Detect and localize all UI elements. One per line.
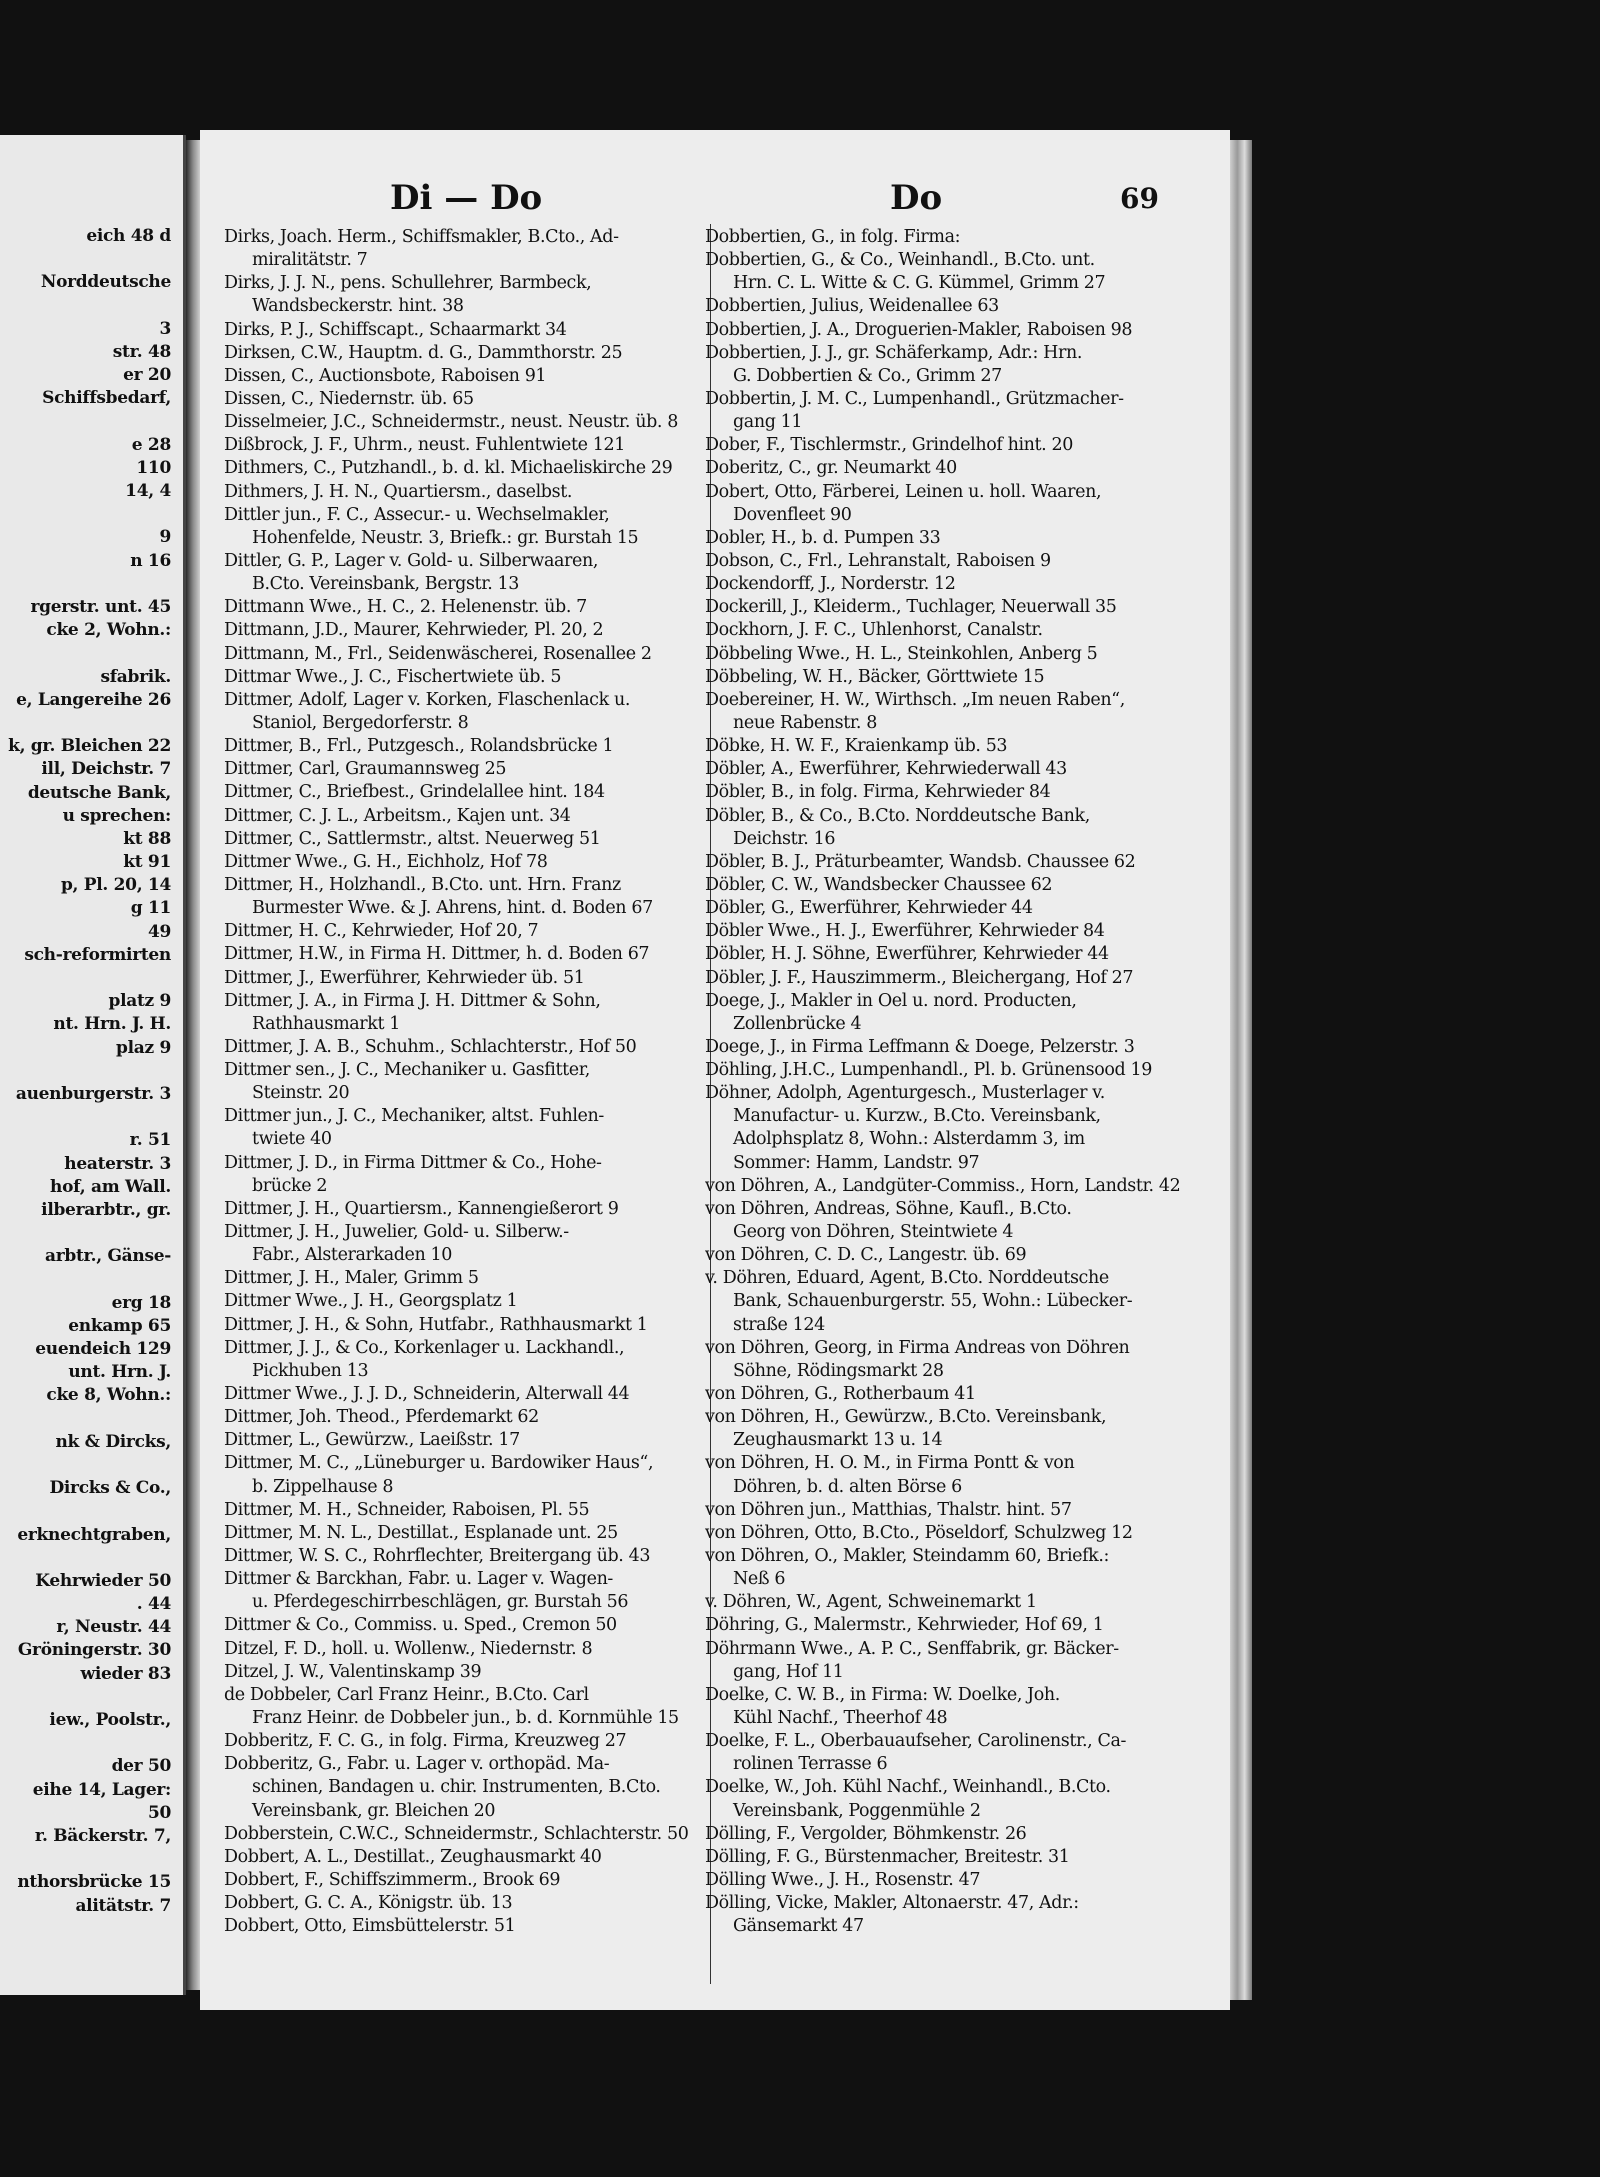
left-page-line: enkamp 65 [68, 1315, 171, 1336]
left-page-line: erknechtgraben, [17, 1524, 171, 1545]
directory-entry-line: Doelke, W., Joh. Kühl Nachf., Weinhandl., B.Cto. [705, 1777, 1111, 1798]
directory-entry-line: Dölling, Vicke, Makler, Altonaerstr. 47, Adr.: [705, 1893, 1079, 1914]
left-page-line [0, 712, 183, 735]
directory-entry-line: von Döhren, G., Rotherbaum 41 [705, 1384, 976, 1405]
left-page-line: wieder 83 [80, 1663, 171, 1684]
left-page-line: r, Neustr. 44 [56, 1617, 171, 1638]
directory-entry-line: Dittmer, J. A. B., Schuhm., Schlachterstr., Hof 50 [224, 1036, 637, 1057]
left-page-line: er 20 [123, 365, 171, 386]
left-page-line [0, 1268, 183, 1291]
directory-entry-line: Dittmer, J. H., Juwelier, Gold- u. Silberw.- [224, 1222, 569, 1243]
directory-entry-line: Dittmer, H., Holzhandl., B.Cto. unt. Hrn. Franz [224, 874, 621, 895]
left-page-line [0, 1454, 183, 1477]
directory-entry-line: twiete 40 [252, 1129, 332, 1150]
directory-entry-line: schinen, Bandagen u. chir. Instrumenten, B.Cto. [252, 1777, 661, 1798]
directory-entry-line: Georg von Döhren, Steintwiete 4 [733, 1222, 1014, 1243]
directory-entry-line: Dobbertin, J. M. C., Lumpenhandl., Grützmacher- [705, 388, 1124, 409]
left-page-line: . 44 [136, 1594, 171, 1615]
directory-entry-line: Burmester Wwe. & J. Ahrens, hint. d. Boden 67 [252, 898, 653, 919]
left-page-line [0, 1547, 183, 1570]
directory-entry-line: rolinen Terrasse 6 [733, 1754, 888, 1775]
directory-entry-line: Adolphsplatz 8, Wohn.: Alsterdamm 3, im [733, 1129, 1085, 1150]
directory-entry-line: Dittmer, J. A., in Firma J. H. Dittmer & Sohn, [224, 990, 601, 1011]
directory-entry-line: Döbler, H. J. Söhne, Ewerführer, Kehrwieder 44 [705, 944, 1109, 965]
directory-entry-line: gang, Hof 11 [733, 1661, 844, 1682]
directory-entry-line: Ditzel, F. D., holl. u. Wollenw., Niedernstr. 8 [224, 1638, 593, 1659]
left-page-line: der 50 [111, 1756, 171, 1777]
left-page-line: hof, am Wall. [50, 1176, 171, 1197]
directory-entry-line: Dockendorff, J., Norderstr. 12 [705, 574, 956, 595]
left-page-line: Schiffsbedarf, [42, 388, 171, 409]
directory-entry-line: Zollenbrücke 4 [733, 1013, 862, 1034]
directory-entry-line: von Döhren, Georg, in Firma Andreas von Döhren [705, 1337, 1130, 1358]
directory-entry-line: Dobbertien, Julius, Weidenallee 63 [705, 296, 999, 317]
directory-entry-line: von Döhren, Andreas, Söhne, Kaufl., B.Cto. [705, 1198, 1072, 1219]
directory-entry-line: neue Rabenstr. 8 [733, 712, 877, 733]
directory-entry-line: Deichstr. 16 [733, 828, 836, 849]
directory-entry-line: Vereinsbank, gr. Bleichen 20 [252, 1800, 496, 1821]
directory-entry-line: Sommer: Hamm, Landstr. 97 [733, 1152, 980, 1173]
directory-entry-line: Doege, J., Makler in Oel u. nord. Producten, [705, 990, 1077, 1011]
directory-entry-line: Döbler, B., in folg. Firma, Kehrwieder 84 [705, 782, 1051, 803]
directory-entry-line: Dittmann, M., Frl., Seidenwäscherei, Rosenallee 2 [224, 643, 652, 664]
directory-entry-line: Döhner, Adolph, Agenturgesch., Musterlager v. [705, 1083, 1105, 1104]
left-page-line [0, 1500, 183, 1523]
directory-entry-line: Dittmer, B., Frl., Putzgesch., Rolandsbrücke 1 [224, 736, 614, 757]
directory-entry-line: Döbbeling Wwe., H. L., Steinkohlen, Anberg 5 [705, 643, 1098, 664]
directory-entry-line: Dobbert, Otto, Eimsbüttelerstr. 51 [224, 1916, 516, 1937]
directory-entry-line: Dittmer, C., Briefbest., Grindelallee hint. 184 [224, 782, 605, 803]
left-page-line [0, 1408, 183, 1431]
directory-page [200, 130, 1230, 2010]
directory-entry-line: Dobbertien, G., in folg. Firma: [705, 227, 961, 247]
left-facing-page [0, 135, 186, 1995]
left-page-line: auenburgerstr. 3 [15, 1083, 171, 1104]
directory-entry-line: Dittmer, M. C., „Lüneburger u. Bardowiker Haus“, [224, 1453, 654, 1474]
left-page-line: 110 [136, 457, 171, 478]
left-page-line: erg 18 [111, 1292, 171, 1313]
directory-entry-line: Döhling, J.H.C., Lumpenhandl., Pl. b. Grünensood 19 [705, 1060, 1152, 1081]
directory-entry-line: Dobbert, A. L., Destillat., Zeughausmarkt 40 [224, 1846, 602, 1867]
directory-entry-line: Dittmer, W. S. C., Rohrflechter, Breitergang üb. 43 [224, 1546, 651, 1567]
left-page-line [0, 1686, 183, 1709]
directory-entry-line: Dissen, C., Niedernstr. üb. 65 [224, 388, 474, 409]
directory-entry-line: Dobberitz, F. C. G., in folg. Firma, Kreuzweg 27 [224, 1731, 627, 1752]
directory-entry-line: Dittmer, J. D., in Firma Dittmer & Co., Hohe- [224, 1152, 602, 1173]
directory-column-1 [224, 226, 699, 1938]
directory-entry-line: Dölling Wwe., J. H., Rosenstr. 47 [705, 1869, 981, 1890]
directory-entry-line: Doberitz, C., gr. Neumarkt 40 [705, 458, 957, 479]
directory-entry-line: von Döhren, A., Landgüter-Commiss., Horn, Landstr. 42 [705, 1175, 1180, 1196]
directory-entry-line: miralitätstr. 7 [252, 250, 368, 271]
directory-entry-line: von Döhren, C. D. C., Langestr. üb. 69 [705, 1245, 1027, 1266]
directory-entry-line: v. Döhren, Eduard, Agent, B.Cto. Norddeutsche [705, 1268, 1109, 1289]
left-page-line: Gröningerstr. 30 [17, 1640, 171, 1661]
directory-entry-line: Vereinsbank, Poggenmühle 2 [733, 1800, 981, 1821]
directory-entry-line: Dittmar Wwe., J. C., Fischertwiete üb. 5 [224, 666, 562, 687]
directory-entry-line: Dobbert, F., Schiffszimmerm., Brook 69 [224, 1869, 561, 1890]
directory-entry-line: Dölling, F., Vergolder, Böhmkenstr. 26 [705, 1823, 1027, 1844]
directory-entry-line: Dobberstein, C.W.C., Schneidermstr., Schlachterstr. 50 [224, 1823, 689, 1844]
directory-entry-line: Dölling, F. G., Bürstenmacher, Breitestr. 31 [705, 1846, 1070, 1867]
directory-entry-line: von Döhren jun., Matthias, Thalstr. hint. 57 [705, 1499, 1072, 1520]
directory-entry-line: Döbbeling, W. H., Bäcker, Görttwiete 15 [705, 666, 1045, 687]
left-page-line [0, 642, 183, 665]
left-page-line: u sprechen: [62, 805, 171, 826]
directory-entry-line: Dittmer, H. C., Kehrwieder, Hof 20, 7 [224, 921, 539, 942]
directory-entry-line: von Döhren, H., Gewürzw., B.Cto. Vereinsbank, [705, 1407, 1107, 1428]
left-page-line: cke 8, Wohn.: [46, 1385, 171, 1406]
directory-entry-line: Doelke, C. W. B., in Firma: W. Doelke, Joh. [705, 1684, 1060, 1705]
directory-entry-line: Döhrmann Wwe., A. P. C., Senffabrik, gr. Bäcker- [705, 1638, 1119, 1659]
left-page-line [0, 1222, 183, 1245]
directory-entry-line: gang 11 [733, 412, 803, 433]
directory-entry-line: Dittmer jun., J. C., Mechaniker, altst. Fuhlen- [224, 1106, 604, 1127]
directory-entry-line: Dittmer, J. H., Maler, Grimm 5 [224, 1268, 479, 1289]
left-page-lines [0, 225, 183, 1918]
directory-entry-line: Zeughausmarkt 13 u. 14 [733, 1430, 943, 1451]
left-page-line: heaterstr. 3 [64, 1153, 171, 1174]
directory-column-2 [705, 226, 1180, 1938]
running-head-right: Do [890, 178, 943, 218]
left-page-line [0, 411, 183, 434]
directory-entry-line: Dißbrock, J. F., Uhrm., neust. Fuhlentwiete 121 [224, 435, 625, 456]
directory-entry-line: Gänsemarkt 47 [733, 1916, 864, 1937]
left-page-line: arbtr., Gänse- [45, 1246, 171, 1267]
directory-entry-line: Hohenfelde, Neustr. 3, Briefk.: gr. Burstah 15 [252, 527, 639, 548]
directory-entry-line: Dittmer, Joh. Theod., Pferdemarkt 62 [224, 1407, 539, 1428]
left-page-line: Kehrwieder 50 [35, 1570, 171, 1591]
directory-entry-line: Dockhorn, J. F. C., Uhlenhorst, Canalstr. [705, 620, 1043, 641]
left-page-line: nk & Dircks, [55, 1431, 171, 1452]
left-page-line: unt. Hrn. J. [68, 1362, 171, 1383]
left-page-line: Dircks & Co., [49, 1478, 171, 1499]
directory-entry-line: Dittmer & Barckhan, Fabr. u. Lager v. Wagen- [224, 1569, 613, 1590]
directory-entry-line: von Döhren, H. O. M., in Firma Pontt & von [705, 1453, 1075, 1474]
directory-entry-line: Dittmer, C., Sattlermstr., altst. Neuerweg 51 [224, 828, 601, 849]
directory-entry-line: Dittmer, M. H., Schneider, Raboisen, Pl. 55 [224, 1499, 590, 1520]
left-page-line: r. 51 [129, 1130, 171, 1151]
directory-entry-line: v. Döhren, W., Agent, Schweinemarkt 1 [705, 1592, 1037, 1613]
directory-entry-line: Ditzel, J. W., Valentinskamp 39 [224, 1661, 482, 1682]
directory-entry-line: Döbler, J. F., Hauszimmerm., Bleichergang, Hof 27 [705, 967, 1134, 988]
directory-entry-line: Dittmer Wwe., J. H., Georgsplatz 1 [224, 1291, 518, 1312]
left-page-line: e, Langereihe 26 [16, 689, 171, 710]
left-page-line: n 16 [130, 550, 171, 571]
directory-entry-line: Döbler Wwe., H. J., Ewerführer, Kehrwieder 84 [705, 921, 1105, 942]
directory-entry-line: Dittmer, Adolf, Lager v. Korken, Flaschenlack u. [224, 689, 630, 710]
directory-entry-line: Dittmann, J.D., Maurer, Kehrwieder, Pl. 20, 2 [224, 620, 604, 641]
directory-entry-line: Doebereiner, H. W., Wirthsch. „Im neuen Raben“, [705, 689, 1125, 710]
directory-entry-line: Wandsbeckerstr. hint. 38 [252, 296, 464, 317]
left-page-line [0, 1106, 183, 1129]
directory-entry-line: Dittmann Wwe., H. C., 2. Helenenstr. üb. 7 [224, 597, 587, 618]
directory-entry-line: B.Cto. Vereinsbank, Bergstr. 13 [252, 574, 520, 595]
left-page-line: cke 2, Wohn.: [46, 620, 171, 641]
directory-entry-line: von Döhren, O., Makler, Steindamm 60, Briefk.: [705, 1546, 1110, 1567]
directory-entry-line: Dobson, C., Frl., Lehranstalt, Raboisen 9 [705, 550, 1051, 571]
directory-entry-line: Dittmer sen., J. C., Mechaniker u. Gasfitter, [224, 1060, 590, 1081]
directory-entry-line: Manufactur- u. Kurzw., B.Cto. Vereinsbank, [733, 1106, 1101, 1127]
directory-entry-line: Dobler, H., b. d. Pumpen 33 [705, 527, 941, 548]
directory-entry-line: Dissen, C., Auctionsbote, Raboisen 91 [224, 365, 547, 386]
left-page-line [0, 1732, 183, 1755]
left-page-line: p, Pl. 20, 14 [60, 875, 171, 896]
left-page-line: kt 91 [123, 852, 171, 873]
directory-entry-line: brücke 2 [252, 1175, 328, 1196]
directory-entry-line: Disselmeier, J.C., Schneidermstr., neust. Neustr. üb. 8 [224, 412, 678, 433]
left-page-line: sfabrik. [100, 666, 171, 687]
directory-entry-line: Kühl Nachf., Theerhof 48 [733, 1708, 948, 1728]
left-page-line: e 28 [131, 434, 171, 455]
directory-entry-line: Dobbertien, J. A., Droguerien-Makler, Raboisen 98 [705, 319, 1133, 340]
directory-entry-line: Dittmer, C. J. L., Arbeitsm., Kajen unt. 34 [224, 805, 571, 826]
left-page-line: eihe 14, Lager: [32, 1779, 171, 1800]
directory-entry-line: u. Pferdegeschirrbeschlägen, gr. Burstah 56 [252, 1592, 629, 1613]
directory-entry-line: Döbler, B. J., Präturbeamter, Wandsb. Chaussee 62 [705, 851, 1136, 872]
directory-entry-line: Döhren, b. d. alten Börse 6 [733, 1476, 962, 1497]
left-page-line: alitätstr. 7 [75, 1895, 171, 1916]
directory-entry-line: Dirks, P. J., Schiffscapt., Schaarmarkt 34 [224, 319, 567, 340]
left-page-line: sch-reformirten [24, 944, 171, 965]
directory-entry-line: Bank, Schauenburgerstr. 55, Wohn.: Lübecker- [733, 1291, 1133, 1312]
left-page-line: ilberarbtr., gr. [41, 1199, 171, 1220]
directory-entry-line: von Döhren, Otto, B.Cto., Pöseldorf, Schulzweg 12 [705, 1522, 1133, 1543]
page-number: 69 [1120, 182, 1159, 215]
directory-entry-line: Döbler, G., Ewerführer, Kehrwieder 44 [705, 898, 1033, 919]
page-edge [1230, 140, 1252, 2000]
directory-entry-line: Hrn. C. L. Witte & C. G. Kümmel, Grimm 27 [733, 273, 1106, 294]
directory-entry-line: Steinstr. 20 [252, 1083, 350, 1104]
directory-entry-line: Dittmer, Carl, Graumannsweg 25 [224, 759, 507, 780]
directory-entry-line: Söhne, Rödingsmarkt 28 [733, 1360, 944, 1381]
left-page-line: rgerstr. unt. 45 [30, 597, 171, 617]
directory-entry-line: Dirks, Joach. Herm., Schiffsmakler, B.Cto., Ad- [224, 227, 619, 247]
left-page-line: euendeich 129 [35, 1339, 171, 1359]
left-page-line: r. Bäckerstr. 7, [34, 1825, 171, 1846]
directory-entry-line: Dittmer, H.W., in Firma H. Dittmer, h. d. Boden 67 [224, 944, 650, 965]
directory-entry-line: Döhring, G., Malermstr., Kehrwieder, Hof 69, 1 [705, 1615, 1104, 1636]
directory-entry-line: Dober, F., Tischlermstr., Grindelhof hint. 20 [705, 435, 1073, 456]
directory-entry-line: Dittmer Wwe., J. J. D., Schneiderin, Alterwall 44 [224, 1384, 630, 1405]
directory-entry-line: Dobbertien, J. J., gr. Schäferkamp, Adr.: Hrn. [705, 342, 1082, 363]
directory-entry-line: Neß 6 [733, 1569, 786, 1590]
left-page-line: platz 9 [108, 991, 171, 1012]
left-page-line: iew., Poolstr., [49, 1710, 171, 1730]
directory-entry-line: Dittler jun., F. C., Assecur.- u. Wechselmakler, [224, 504, 610, 525]
left-page-line: kt 88 [123, 828, 171, 849]
directory-entry-line: Dittmer & Co., Commiss. u. Sped., Cremon 50 [224, 1615, 617, 1636]
directory-entry-line: Dirksen, C.W., Hauptm. d. G., Dammthorstr. 25 [224, 342, 623, 363]
left-page-line: Norddeutsche [40, 272, 171, 293]
left-page-line [0, 295, 183, 318]
directory-entry-line: Pickhuben 13 [252, 1360, 369, 1381]
directory-entry-line: Döbler, C. W., Wandsbecker Chaussee 62 [705, 874, 1053, 895]
directory-entry-line: Dittmer, J. H., Quartiersm., Kannengießerort 9 [224, 1198, 619, 1219]
book-gutter [186, 140, 200, 1990]
directory-entry-line: Dittmer, L., Gewürzw., Laeißstr. 17 [224, 1430, 520, 1451]
left-page-line [0, 967, 183, 990]
directory-entry-line: Franz Heinr. de Dobbeler jun., b. d. Kornmühle 15 [252, 1708, 679, 1728]
directory-entry-line: Fabr., Alsterarkaden 10 [252, 1245, 452, 1266]
directory-entry-line: Döbler, A., Ewerführer, Kehrwiederwall 43 [705, 759, 1067, 780]
directory-entry-line: Dittmer, J. H., & Sohn, Hutfabr., Rathhausmarkt 1 [224, 1314, 648, 1335]
left-page-line: 49 [147, 921, 171, 942]
left-page-line [0, 248, 183, 271]
directory-entry-line: Dockerill, J., Kleiderm., Tuchlager, Neuerwall 35 [705, 597, 1117, 618]
left-page-line: eich 48 d [86, 226, 171, 246]
running-head-left: Di — Do [390, 178, 543, 218]
left-page-line: nthorsbrücke 15 [17, 1872, 171, 1893]
directory-entry-line: Döbke, H. W. F., Kraienkamp üb. 53 [705, 736, 1008, 757]
directory-entry-line: Dobert, Otto, Färberei, Leinen u. holl. Waaren, [705, 481, 1102, 502]
directory-entry-line: Döbler, B., & Co., B.Cto. Norddeutsche Bank, [705, 805, 1090, 826]
directory-entry-line: straße 124 [733, 1314, 825, 1335]
directory-entry-line: b. Zippelhause 8 [252, 1476, 394, 1497]
left-page-line: plaz 9 [116, 1037, 171, 1058]
directory-entry-line: Dithmers, J. H. N., Quartiersm., daselbst. [224, 481, 572, 502]
left-page-line [0, 503, 183, 526]
directory-entry-line: Doege, J., in Firma Leffmann & Doege, Pelzerstr. 3 [705, 1036, 1135, 1057]
directory-entry-line: de Dobbeler, Carl Franz Heinr., B.Cto. Carl [224, 1684, 589, 1705]
directory-entry-line: Dithmers, C., Putzhandl., b. d. kl. Michaeliskirche 29 [224, 458, 673, 479]
left-page-line: 3 [159, 318, 171, 339]
left-page-line: g 11 [130, 898, 171, 919]
directory-entry-line: Dittmer, J. J., & Co., Korkenlager u. Lackhandl., [224, 1337, 625, 1358]
left-page-line: deutsche Bank, [27, 782, 171, 803]
left-page-line: 9 [159, 527, 171, 548]
left-page-line [0, 1060, 183, 1083]
directory-entry-line: Dittmer, J., Ewerführer, Kehrwieder üb. 51 [224, 967, 585, 988]
left-page-line [0, 573, 183, 596]
directory-entry-line: Dittmer, M. N. L., Destillat., Esplanade unt. 25 [224, 1522, 618, 1543]
directory-entry-line: Dittler, G. P., Lager v. Gold- u. Silberwaaren, [224, 550, 598, 571]
directory-entry-line: Dirks, J. J. N., pens. Schullehrer, Barmbeck, [224, 273, 592, 294]
directory-entry-line: G. Dobbertien & Co., Grimm 27 [733, 365, 1002, 386]
left-page-line [0, 1848, 183, 1871]
directory-entry-line: Staniol, Bergedorferstr. 8 [252, 712, 469, 733]
directory-entry-line: Dobbert, G. C. A., Königstr. üb. 13 [224, 1893, 513, 1914]
directory-entry-line: Dovenfleet 90 [733, 504, 852, 525]
left-page-line: ill, Deichstr. 7 [41, 759, 171, 780]
left-page-line: k, gr. Bleichen 22 [8, 736, 171, 757]
directory-entry-line: Dobbertien, G., & Co., Weinhandl., B.Cto. unt. [705, 250, 1095, 271]
directory-entry-line: Dobberitz, G., Fabr. u. Lager v. orthopäd. Ma- [224, 1754, 610, 1775]
directory-entry-line: Dittmer Wwe., G. H., Eichholz, Hof 78 [224, 851, 548, 872]
left-page-line: str. 48 [112, 341, 171, 362]
left-page-line: 14, 4 [125, 481, 171, 502]
directory-entry-line: Rathhausmarkt 1 [252, 1013, 400, 1034]
directory-entry-line: Doelke, F. L., Oberbauaufseher, Carolinenstr., Ca- [705, 1731, 1127, 1752]
left-page-line: nt. Hrn. J. H. [53, 1014, 171, 1035]
left-page-line: 50 [147, 1802, 171, 1823]
